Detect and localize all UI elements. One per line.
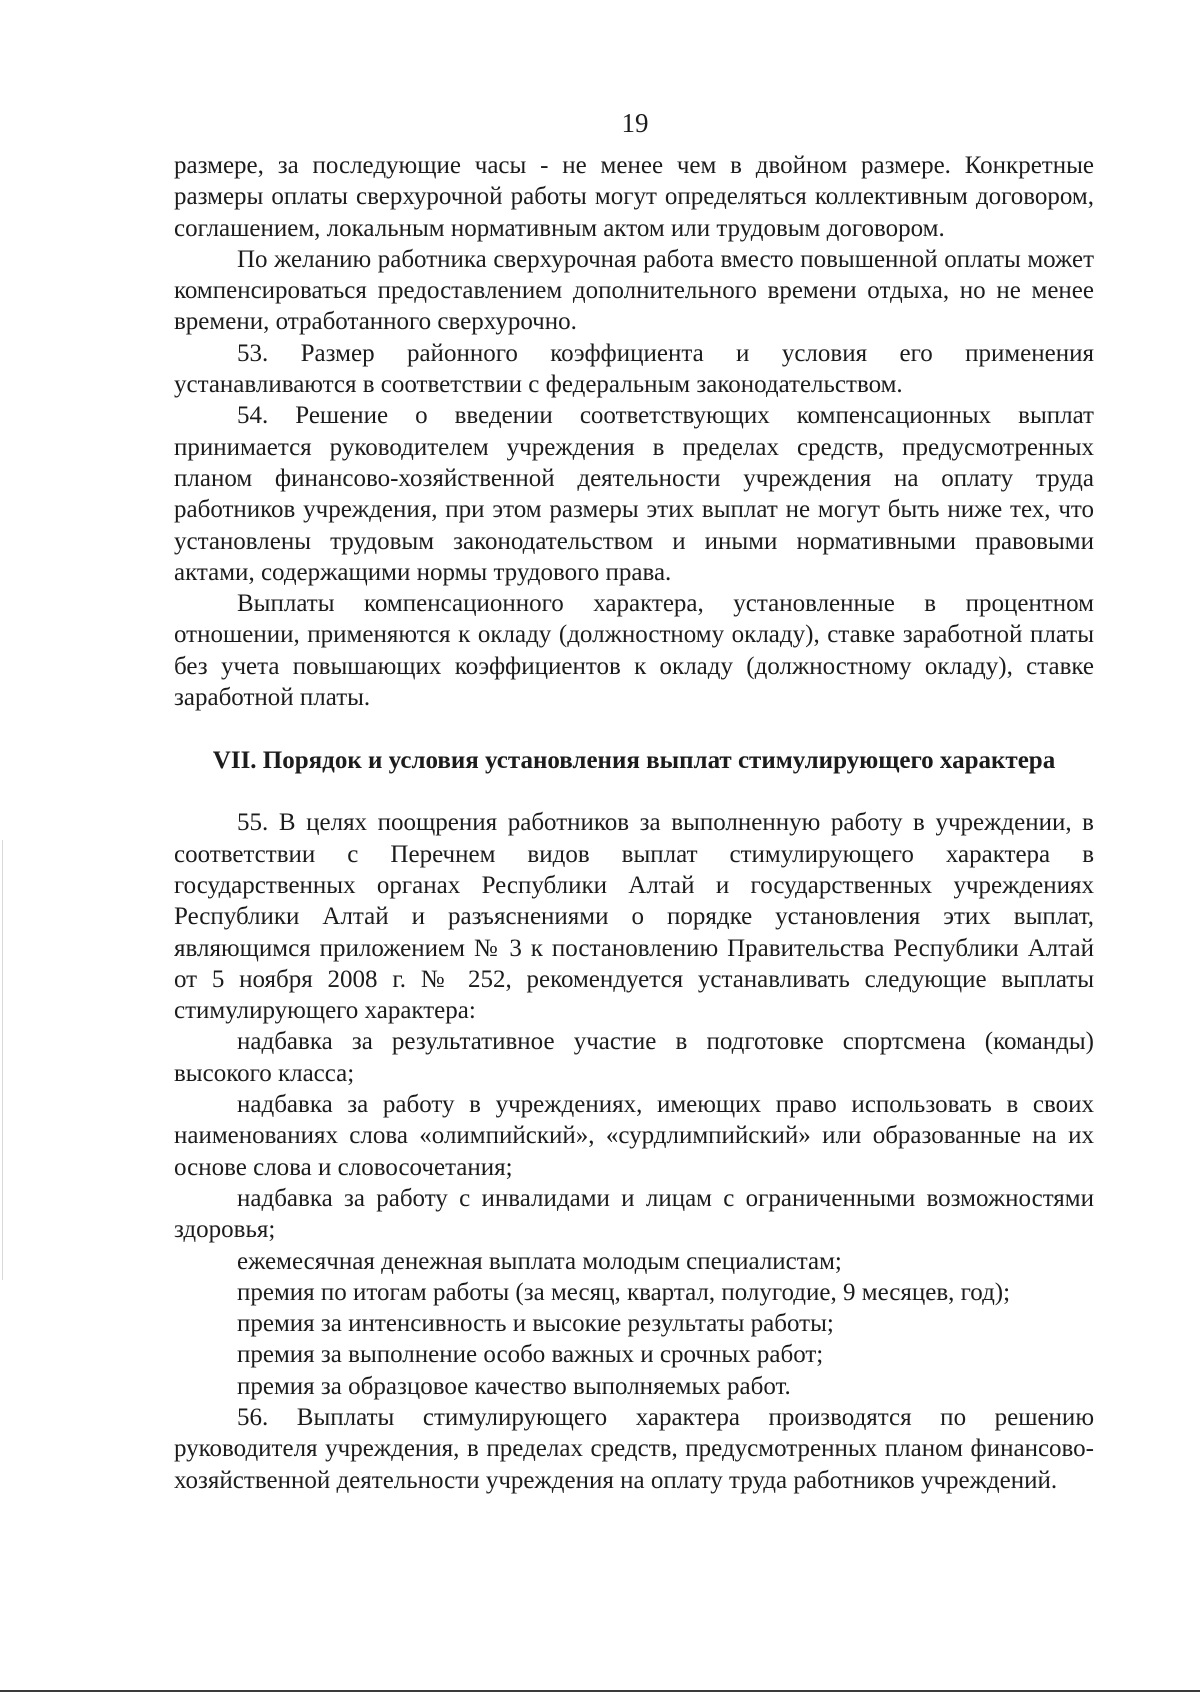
paragraph: надбавка за работу с инвалидами и лицам с ограниченными возможностями здоровья; [174, 1184, 1094, 1244]
paragraph: надбавка за результативное участие в подготовке спортсмена (команды) высокого класса; [174, 1028, 1094, 1087]
paragraph: надбавка за работу в учреждениях, имеющих право использовать в своих наименованиях слова «олимпийский», «сурдлимпийский» или образованные на их основе слова и словосочетания; [174, 1091, 1094, 1181]
scan-edge-artifact [2, 840, 3, 1280]
paragraphs-after-heading [174, 807, 1094, 1496]
paragraph: премия за выполнение особо важных и срочных работ; [237, 1341, 824, 1369]
paragraph: ежемесячная денежная выплата молодым специалистам; [237, 1247, 842, 1275]
section-heading: VII. Порядок и условия установления выплат стимулирующего характера [212, 747, 1056, 775]
paragraph: 56. Выплаты стимулирующего характера производятся по решению руководителя учреждения, в пределах средств, предусмотренных планом финансово-хозяйственной деятельности учреждения на оплату труда работников учреждений. [174, 1403, 1094, 1494]
paragraph: премия по итогам работы (за месяц, квартал, полугодие, 9 месяцев, год); [237, 1278, 1011, 1306]
paragraph: Выплаты компенсационного характера, установленные в процентном отношении, применяются к окладу (должностному окладу), ставке заработной платы без учета повышающих коэффициентов к окладу (должностному окладу), ставке заработной платы. [174, 590, 1094, 712]
page-number: 19 [621, 108, 649, 138]
paragraph: 53. Размер районного коэффициента и условия его применения устанавливаются в соответствии с федеральным законодательством. [174, 339, 1094, 399]
page-body [174, 151, 1094, 1496]
paragraph: премия за интенсивность и высокие результаты работы; [237, 1310, 834, 1338]
paragraph: 55. В целях поощрения работников за выполненную работу в учреждении, в соответствии с Перечнем видов выплат стимулирующего характера в государственных органах Республики Алтай и государственных учреждениях Республики Алтай и разъяснениями о порядке установления этих выплат, являющимся приложением № 3 к постановлению Правительства Республики Алтай от 5 ноября 2008 г. № 252, рекомендуется устанавливать следующие выплаты стимулирующего характера: [174, 809, 1094, 1025]
scan-bottom-edge [0, 1690, 1200, 1692]
paragraph: размере, за последующие часы - не менее чем в двойном размере. Конкретные размеры оплаты сверхурочной работы могут определяться коллективным договором, соглашением, локальным нормативным актом или трудовым договором. [174, 152, 1094, 242]
paragraph: По желанию работника сверхурочная работа вместо повышенной оплаты может компенсироваться предоставлением дополнительного времени отдыха, но не менее времени, отработанного сверхурочно. [174, 245, 1094, 336]
paragraph: 54. Решение о введении соответствующих компенсационных выплат принимается руководителем учреждения в пределах средств, предусмотренных планом финансово-хозяйственной деятельности учреждения на оплату труда работников учреждения, при этом размеры этих выплат не могут быть ниже тех, что установлены трудовым законодательством и иными нормативными правовыми актами, содержащими нормы трудового права. [174, 402, 1094, 586]
paragraphs-before-heading [174, 150, 1094, 713]
paragraph: премия за образцовое качество выполняемых работ. [237, 1372, 791, 1400]
